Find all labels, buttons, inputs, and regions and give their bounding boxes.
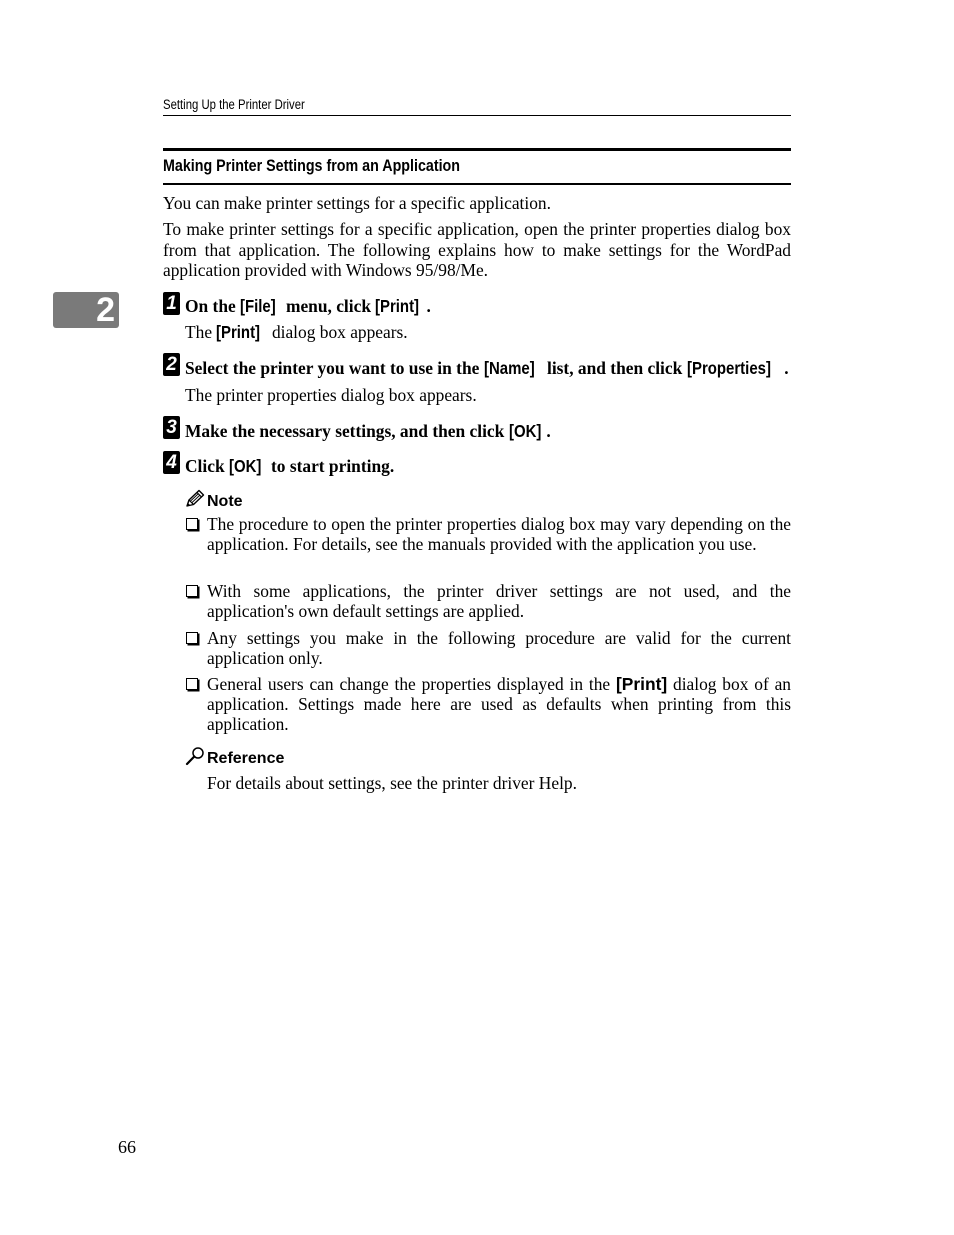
pencil-icon <box>185 489 207 509</box>
intro-paragraph-2: To make printer settings for a specific application, open the printer properties dialog box from that application. The following explains how to make settings for the WordPad application provided with Windows 95/98/Me. <box>163 219 791 280</box>
step-3-badge: 3 <box>163 416 180 439</box>
page-number: 66 <box>118 1137 136 1157</box>
note-4-text-b: dialog box of an application. Settings made here are used as defaults when printing from this application. <box>207 674 791 735</box>
step-2-key-properties: [Properties] <box>686 358 771 378</box>
step-3-key-ok: [OK] <box>508 421 542 441</box>
section-rule-top <box>163 148 791 151</box>
step-1-key-print: [Print] <box>375 296 420 316</box>
step-4-text-a: Click <box>185 456 229 476</box>
step-1-text-b: menu, click <box>281 296 376 316</box>
step-1-result-b: dialog box appears. <box>267 322 408 342</box>
step-2-text-a: Select the printer you want to use in the <box>185 358 484 378</box>
note-1-checkbox-icon <box>186 518 198 530</box>
running-header <box>163 96 332 114</box>
intro-paragraph-1: You can make printer settings for a specific application. <box>163 193 551 213</box>
step-2-key-name: [Name] <box>483 358 535 378</box>
note-item-2: With some applications, the printer driver settings are not used, and the application's own default settings are applied. <box>207 581 791 622</box>
chapter-tab <box>53 292 119 328</box>
step-3-text-a: Make the necessary settings, and then click <box>185 421 509 441</box>
note-4-key-print: [Print] <box>615 674 668 694</box>
header-rule <box>163 115 791 116</box>
chapter-number: 2 <box>96 291 115 329</box>
step-2-text-c: . <box>784 358 789 378</box>
step-2-result-a: The printer properties dialog box appears. <box>185 385 477 405</box>
step-1-key-file: [File] <box>240 296 276 316</box>
note-4-checkbox-icon <box>186 678 198 690</box>
step-4-instruction <box>185 455 394 477</box>
step-1-badge: 1 <box>163 292 180 315</box>
step-2-badge: 2 <box>163 353 180 376</box>
section-title-text: Making Printer Settings from an Application <box>163 156 461 175</box>
section-rule-bottom <box>163 183 791 185</box>
magnifier-icon <box>185 746 207 766</box>
note-item-4 <box>207 674 791 735</box>
step-2-result <box>185 384 477 406</box>
note-2-checkbox-icon <box>186 585 198 597</box>
reference-heading-text: Reference <box>207 750 285 767</box>
step-4-text-b: to start printing. <box>266 456 395 476</box>
note-heading <box>185 489 243 513</box>
note-heading-text: Note <box>207 493 243 510</box>
step-1-result-a: The <box>185 322 217 342</box>
note-item-1: The procedure to open the printer properties dialog box may vary depending on the application. For details, see the manuals provided with the application you use. <box>207 514 791 555</box>
note-3-checkbox-icon <box>186 632 198 644</box>
step-4-key-ok: [OK] <box>228 456 262 476</box>
reference-text: For details about settings, see the printer driver Help. <box>207 773 577 793</box>
section-title <box>163 155 517 177</box>
step-1-instruction <box>185 295 431 317</box>
step-3-text-b: . <box>546 421 551 441</box>
step-1-result <box>185 321 408 343</box>
step-1-text-c: . <box>426 296 431 316</box>
note-item-3: Any settings you make in the following procedure are valid for the current application only. <box>207 628 791 669</box>
step-1-result-key-print: [Print] <box>216 322 261 342</box>
step-2-instruction <box>185 357 789 379</box>
reference-heading <box>185 746 284 771</box>
step-1-text-a: On the <box>185 296 241 316</box>
step-2-text-b: list, and then click <box>542 358 687 378</box>
step-3-instruction <box>185 420 551 442</box>
note-4-text-a: General users can change the properties displayed in the <box>207 674 616 694</box>
running-header-text: Setting Up the Printer Driver <box>163 97 305 112</box>
step-4-badge: 4 <box>163 451 180 474</box>
